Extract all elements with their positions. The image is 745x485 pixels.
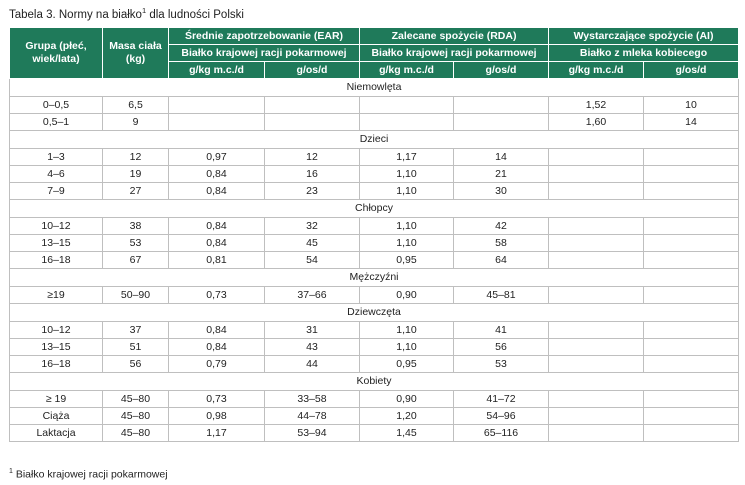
- table-cell: 12: [103, 149, 169, 166]
- table-cell: [644, 408, 739, 425]
- table-cell: [644, 149, 739, 166]
- table-row: [10, 166, 739, 183]
- section-row: [10, 373, 739, 391]
- table-cell: 42: [454, 218, 549, 235]
- caption-footnote-mark: 1: [141, 6, 147, 15]
- table-cell: 50–90: [103, 287, 169, 304]
- table-cell: [549, 218, 644, 235]
- section-row: [10, 269, 739, 287]
- table-cell: [169, 114, 265, 131]
- table-cell: 44–78: [265, 408, 360, 425]
- table-row: [10, 218, 739, 235]
- table-row: [10, 252, 739, 269]
- header-rda-sub: Białko krajowej racji pokarmowej: [360, 45, 549, 62]
- table-cell: 0,84: [169, 218, 265, 235]
- table-cell: [549, 166, 644, 183]
- table-cell: [549, 391, 644, 408]
- table-cell: Ciąża: [10, 408, 103, 425]
- table-cell: [360, 114, 454, 131]
- table-cell: 0,84: [169, 339, 265, 356]
- table-cell: [644, 287, 739, 304]
- table-row: [10, 235, 739, 252]
- table-cell: 41: [454, 322, 549, 339]
- table-cell: 0,84: [169, 166, 265, 183]
- table-cell: 1,60: [549, 114, 644, 131]
- table-body: [10, 79, 739, 442]
- table-cell: 37–66: [265, 287, 360, 304]
- table-cell: 58: [454, 235, 549, 252]
- table-cell: 37: [103, 322, 169, 339]
- footnote-text: Białko krajowej racji pokarmowej: [12, 468, 168, 481]
- table-cell: [265, 114, 360, 131]
- table-row: [10, 391, 739, 408]
- header-ear-gos: g/os/d: [265, 62, 360, 79]
- table-cell: 38: [103, 218, 169, 235]
- table-cell: 4–6: [10, 166, 103, 183]
- table-cell: ≥ 19: [10, 391, 103, 408]
- table-cell: 16–18: [10, 252, 103, 269]
- header-rda-gos: g/os/d: [454, 62, 549, 79]
- section-title: Mężczyźni: [10, 269, 739, 287]
- table-cell: 14: [454, 149, 549, 166]
- table-cell: 0,98: [169, 408, 265, 425]
- section-row: [10, 304, 739, 322]
- section-title: Dziewczęta: [10, 304, 739, 322]
- table-cell: [644, 183, 739, 200]
- table-cell: 0,90: [360, 391, 454, 408]
- table-cell: 0,90: [360, 287, 454, 304]
- table-row: [10, 356, 739, 373]
- table-cell: [549, 287, 644, 304]
- table-cell: 31: [265, 322, 360, 339]
- table-cell: 16: [265, 166, 360, 183]
- table-cell: [265, 97, 360, 114]
- table-cell: 45–80: [103, 391, 169, 408]
- table-cell: 7–9: [10, 183, 103, 200]
- footnote-mark: 1: [9, 468, 13, 475]
- table-cell: [644, 425, 739, 442]
- header-ear-sub: Białko krajowej racji pokarmowej: [169, 45, 360, 62]
- table-cell: 45–80: [103, 408, 169, 425]
- section-title: Niemowlęta: [10, 79, 739, 97]
- table-cell: 1,10: [360, 218, 454, 235]
- table-cell: 14: [644, 114, 739, 131]
- table-cell: 0,73: [169, 391, 265, 408]
- footnote: [9, 468, 168, 481]
- table-cell: [644, 166, 739, 183]
- header-ai-gkg: g/kg m.c./d: [549, 62, 644, 79]
- section-title: Kobiety: [10, 373, 739, 391]
- table-cell: 21: [454, 166, 549, 183]
- table-cell: 53: [454, 356, 549, 373]
- table-cell: 44: [265, 356, 360, 373]
- table-cell: [644, 339, 739, 356]
- table-cell: 65–116: [454, 425, 549, 442]
- table-cell: 0–0,5: [10, 97, 103, 114]
- header-ear-gkg: g/kg m.c./d: [169, 62, 265, 79]
- table-cell: [169, 97, 265, 114]
- table-cell: [644, 252, 739, 269]
- table-cell: [549, 425, 644, 442]
- table-cell: 41–72: [454, 391, 549, 408]
- table-cell: 1,10: [360, 339, 454, 356]
- table-cell: [549, 356, 644, 373]
- table-cell: 56: [103, 356, 169, 373]
- table-cell: 1,17: [169, 425, 265, 442]
- header-rda-gkg: g/kg m.c./d: [360, 62, 454, 79]
- table-cell: 33–58: [265, 391, 360, 408]
- header-ai-sub: Białko z mleka kobiecego: [549, 45, 739, 62]
- table-cell: 45–80: [103, 425, 169, 442]
- table-cell: 0,5–1: [10, 114, 103, 131]
- table-cell: 0,84: [169, 322, 265, 339]
- protein-norms-table: [9, 27, 739, 442]
- table-cell: 9: [103, 114, 169, 131]
- table-cell: [549, 339, 644, 356]
- table-row: [10, 183, 739, 200]
- table-cell: 27: [103, 183, 169, 200]
- table-cell: [644, 218, 739, 235]
- table-cell: 0,73: [169, 287, 265, 304]
- table-cell: 1,10: [360, 166, 454, 183]
- table-cell: 1,17: [360, 149, 454, 166]
- section-row: [10, 79, 739, 97]
- table-row: [10, 425, 739, 442]
- section-title: Dzieci: [10, 131, 739, 149]
- table-cell: [644, 356, 739, 373]
- table-row: [10, 149, 739, 166]
- table-cell: 10–12: [10, 322, 103, 339]
- table-cell: 54: [265, 252, 360, 269]
- table-cell: 1,10: [360, 235, 454, 252]
- table-cell: 53: [103, 235, 169, 252]
- table-cell: [454, 97, 549, 114]
- table-cell: 0,81: [169, 252, 265, 269]
- table-cell: 12: [265, 149, 360, 166]
- section-title: Chłopcy: [10, 200, 739, 218]
- table-row: [10, 287, 739, 304]
- table-cell: 0,95: [360, 356, 454, 373]
- table-cell: 32: [265, 218, 360, 235]
- table-cell: 0,84: [169, 235, 265, 252]
- table-cell: 0,97: [169, 149, 265, 166]
- table-cell: 1,10: [360, 183, 454, 200]
- table-cell: 19: [103, 166, 169, 183]
- table-cell: 45–81: [454, 287, 549, 304]
- table-cell: 1,10: [360, 322, 454, 339]
- table-cell: 64: [454, 252, 549, 269]
- table-cell: [644, 391, 739, 408]
- table-cell: 56: [454, 339, 549, 356]
- header-rda: Zalecane spożycie (RDA): [360, 28, 549, 45]
- table-cell: [549, 149, 644, 166]
- table-cell: [360, 97, 454, 114]
- table-cell: 0,79: [169, 356, 265, 373]
- table-cell: [644, 235, 739, 252]
- table-row: [10, 408, 739, 425]
- caption-suffix: dla ludności Polski: [146, 8, 244, 21]
- table-cell: 13–15: [10, 339, 103, 356]
- header-ai: Wystarczające spożycie (AI): [549, 28, 739, 45]
- table-cell: [454, 114, 549, 131]
- header-ear: Średnie zapotrzebowanie (EAR): [169, 28, 360, 45]
- header-ai-gos: g/os/d: [644, 62, 739, 79]
- table-cell: 51: [103, 339, 169, 356]
- table-cell: 1–3: [10, 149, 103, 166]
- header-grupa: Grupa (płeć, wiek/lata): [10, 28, 103, 79]
- table-cell: 45: [265, 235, 360, 252]
- table-cell: 1,52: [549, 97, 644, 114]
- table-cell: [549, 235, 644, 252]
- section-row: [10, 131, 739, 149]
- table-cell: 0,84: [169, 183, 265, 200]
- table-cell: 16–18: [10, 356, 103, 373]
- table-cell: 13–15: [10, 235, 103, 252]
- table-cell: 10: [644, 97, 739, 114]
- table-cell: [644, 322, 739, 339]
- table-caption: [9, 6, 244, 21]
- section-row: [10, 200, 739, 218]
- table-cell: 6,5: [103, 97, 169, 114]
- table-row: [10, 114, 739, 131]
- header-masa: Masa ciała (kg): [103, 28, 169, 79]
- table-cell: 1,20: [360, 408, 454, 425]
- table-cell: Laktacja: [10, 425, 103, 442]
- table-cell: 67: [103, 252, 169, 269]
- table-cell: 23: [265, 183, 360, 200]
- table-cell: 0,95: [360, 252, 454, 269]
- table-cell: 43: [265, 339, 360, 356]
- table-row: [10, 322, 739, 339]
- table-cell: [549, 408, 644, 425]
- table-cell: 53–94: [265, 425, 360, 442]
- table-cell: [549, 252, 644, 269]
- table-row: [10, 97, 739, 114]
- table-cell: 10–12: [10, 218, 103, 235]
- table-cell: ≥19: [10, 287, 103, 304]
- caption-prefix: Tabela 3. Normy na białko: [9, 8, 142, 21]
- table-cell: 30: [454, 183, 549, 200]
- table-cell: 54–96: [454, 408, 549, 425]
- table-cell: 1,45: [360, 425, 454, 442]
- table-cell: [549, 183, 644, 200]
- table-cell: [549, 322, 644, 339]
- table-row: [10, 339, 739, 356]
